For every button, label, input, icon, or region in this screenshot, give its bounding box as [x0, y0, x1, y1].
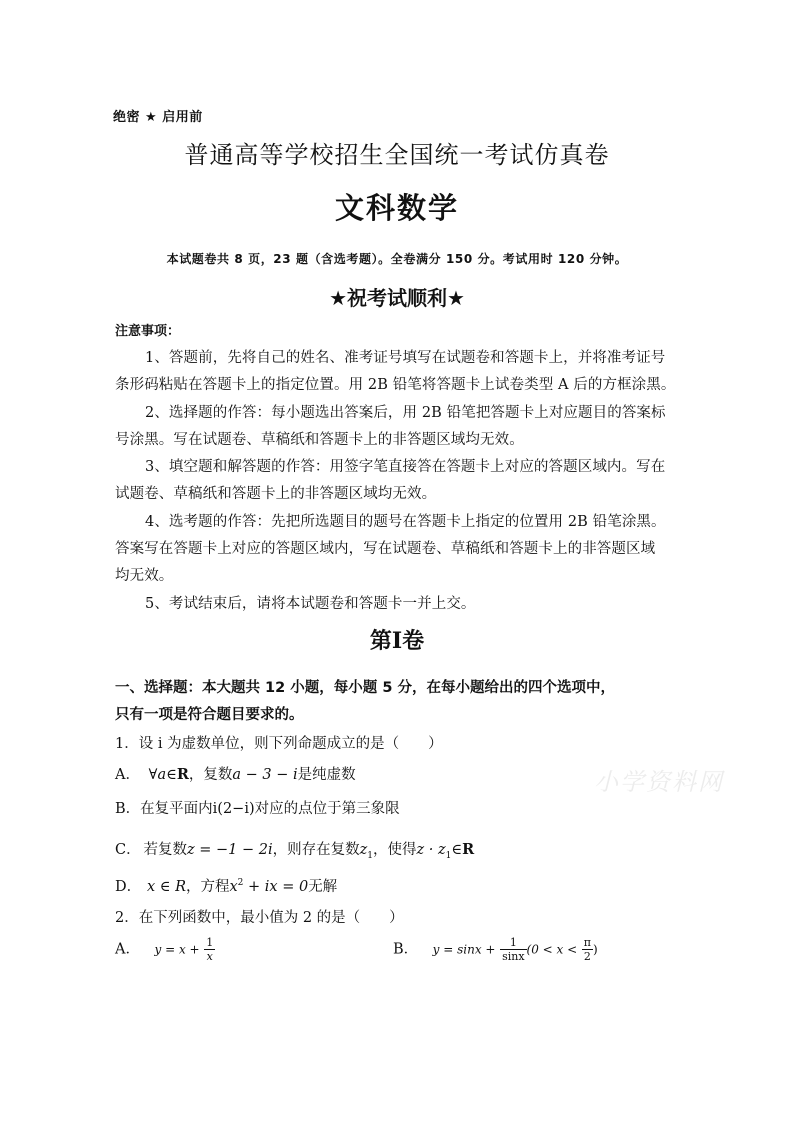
notice-line: 试题卷、草稿纸和答题卡上的非答题区域均无效。 — [115, 486, 437, 502]
fraction: $\frac{1}{\sin x}$ — [502, 936, 525, 963]
notice-title: 注意事项： — [115, 324, 181, 339]
notice-line: 4、选考题的作答：先把所选题目的题号在答题卡上指定的位置用 2B 铅笔涂黑。 — [145, 514, 666, 530]
question-1-stem: 1．设 i 为虚数单位，则下列命题成立的是（ ） — [115, 736, 443, 752]
confidential-label: 绝密 ★ 启用前 — [113, 110, 203, 125]
subject-title: 文科数学 — [334, 191, 459, 225]
question-1-option-c: C． 若复数z = −1 − 2i，则存在复数$z_1$，使得$z \cdot z_1\in R$ — [115, 841, 475, 861]
section-heading: 一、选择题：本大题共 12 小题，每小题 5 分，在每小题给出的四个选项中， — [115, 680, 615, 696]
question-2-option-b: B． y = sinx + $\frac{1}{\sin x}$ (0 < x < $\frac{\pi}{2}$ ) — [393, 936, 598, 963]
question-2-option-a: A． y = x + $\frac{1}{x}$ — [115, 936, 214, 963]
notice-line: 号涂黑。写在试题卷、草稿纸和答题卡上的非答题区域均无效。 — [115, 432, 524, 448]
notice-line: 条形码粘贴在答题卡上的指定位置。用 2B 铅笔将答题卡上试卷类型 A 后的方框涂黑。 — [115, 377, 676, 393]
notice-line: 3、填空题和解答题的作答：用签字笔直接答在答题卡上对应的答题区域内。写在 — [145, 459, 666, 475]
notice-line: 5、考试结束后，请将本试题卷和答题卡一并上交。 — [145, 596, 476, 612]
question-1-option-a: A． ∀a∈R，复数a − 3 − i是纯虚数 — [115, 766, 356, 783]
notice-line: 2、选择题的作答：每小题选出答案后，用 2B 铅笔把答题卡上对应题目的答案标 — [145, 405, 666, 421]
fraction: $\frac{\pi}{2}$ — [583, 936, 592, 963]
notice-line: 均无效。 — [115, 568, 174, 584]
watermark: 小学资料网 — [594, 768, 724, 796]
exam-intro: 本试题卷共 8 页，23 题（含选考题）。全卷满分 150 分。考试用时 120 分钟。 — [166, 252, 628, 266]
question-2-stem: 2．在下列函数中，最小值为 2 的是（ ） — [115, 910, 404, 926]
fraction: $\frac{1}{x}$ — [206, 936, 214, 963]
question-1-option-d: D． x ∈ R，方程$x^2$ + ix = 0无解 — [115, 878, 338, 895]
notice-line: 1、答题前，先将自己的姓名、准考证号填写在试题卷和答题卡上，并将准考证号 — [145, 350, 666, 366]
good-luck-banner: ★祝考试顺利★ — [329, 286, 465, 310]
exam-title: 普通高等学校招生全国统一考试仿真卷 — [184, 141, 610, 169]
part-title: 第Ⅰ卷 — [369, 628, 425, 654]
notice-line: 答案写在答题卡上对应的答题区域内，写在试题卷、草稿纸和答题卡上的非答题区域 — [115, 541, 656, 557]
question-1-option-b: B．在复平面内i(2−i)对应的点位于第三象限 — [115, 801, 400, 817]
section-heading: 只有一项是符合题目要求的。 — [115, 707, 304, 723]
